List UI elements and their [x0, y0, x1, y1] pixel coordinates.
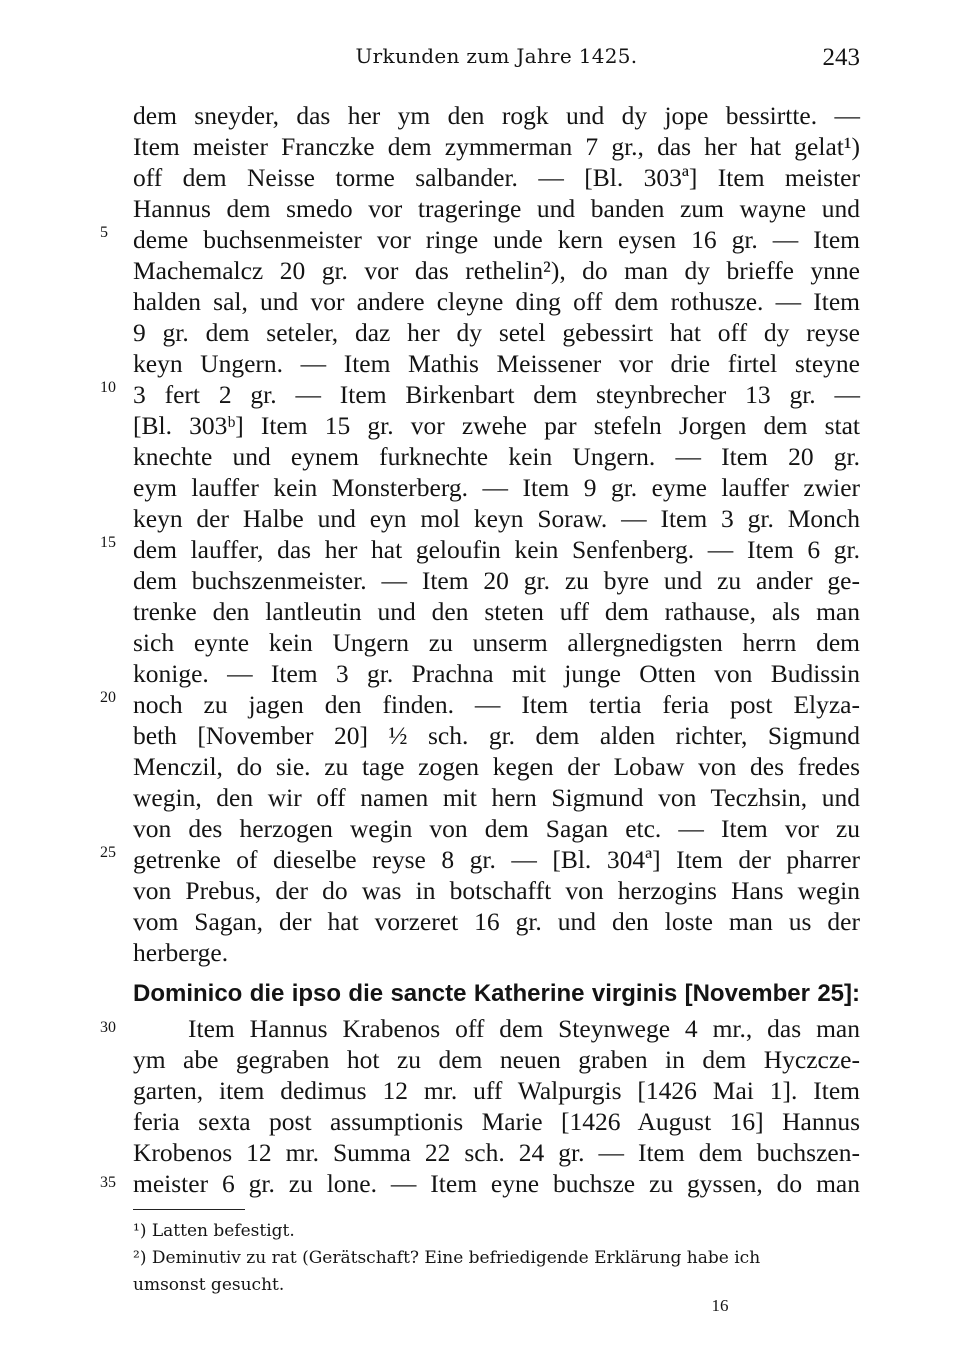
body-line: sich eynte kein Ungern zu unserm allergnedigsten herrn dem — [133, 628, 860, 657]
body-line: Hannus dem smedo vor trageringe und banden zum wayne und — [133, 194, 860, 223]
section-line: meister 6 gr. zu lone. — Item eyne buchsze zu gyssen, do man — [133, 1169, 860, 1198]
body-line: Menczil, do sie. zu tage zogen kegen der Lobaw von des fredes — [133, 752, 860, 781]
body-line: keyn Ungern. — Item Mathis Meissener vor drie firtel steyne — [133, 349, 860, 378]
body-text — [133, 100, 860, 968]
section-line: Krobenos 12 mr. Summa 22 sch. 24 gr. — Item dem buchszen- — [133, 1138, 860, 1167]
section-line: ym abe gegraben hot zu dem neuen graben in dem Hyczcze- — [133, 1045, 860, 1074]
body-line: von Prebus, der do was in botschafft von herzogins Hans wegin — [133, 876, 860, 905]
body-line: Machemalcz 20 gr. vor das rethelin²), do man dy brieffe ynne — [133, 256, 860, 285]
line-number: 15 — [100, 534, 116, 551]
body-line: beth [November 20] ½ sch. gr. dem alden richter, Sigmund — [133, 721, 860, 750]
body-line: off dem Neisse torme salbander. — [Bl. 303ª] Item meister — [133, 163, 860, 192]
body-line: wegin, den wir off namen mit hern Sigmund von Teczhsin, und — [133, 783, 860, 812]
page-number: 243 — [822, 44, 860, 71]
footnote-line: ²) Deminutiv zu rat (Gerätschaft? Eine befriedigende Erklärung habe ich — [133, 1248, 761, 1268]
body-line: knechte und eynem furknechte kein Ungern. — Item 20 gr. — [133, 442, 860, 471]
line-number: 5 — [100, 224, 108, 241]
footnote-rule — [133, 1209, 245, 1210]
running-head — [133, 40, 860, 80]
footnote-line: ¹) Latten befestigt. — [133, 1221, 295, 1241]
body-line: deme buchsenmeister vor ringe unde kern eysen 16 gr. — Item — [133, 225, 860, 254]
section-line: Item Hannus Krabenos off dem Steynwege 4 mr., das man — [188, 1014, 860, 1043]
body-line: eym lauffer kein Monsterberg. — Item 9 gr. eyme lauffer zwier — [133, 473, 860, 502]
body-line: dem sneyder, das her ym den rogk und dy jope bessirtte. — — [133, 101, 860, 130]
body-line: keyn der Halbe und eyn mol keyn Soraw. — Item 3 gr. Monch — [133, 504, 860, 533]
line-number: 25 — [100, 844, 116, 861]
body-line: vom Sagan, der hat vorzeret 16 gr. und den loste man us der — [133, 907, 860, 936]
body-line: getrenke of dieselbe reyse 8 gr. — [Bl. 304ª] Item der pharrer — [133, 845, 860, 874]
body-line: 9 gr. dem seteler, daz her dy setel gebessirt hat off dy reyse — [133, 318, 860, 347]
body-line: von des herzogen wegin von dem Sagan etc. — Item vor zu — [133, 814, 860, 843]
body-line: dem lauffer, das her hat geloufin kein Senfenberg. — Item 6 gr. — [133, 535, 860, 564]
section-text — [133, 1013, 860, 1199]
body-line: [Bl. 303ᵇ] Item 15 gr. vor zwehe par stefeln Jorgen dem stat — [133, 411, 860, 440]
footnotes — [133, 1218, 860, 1299]
body-line: dem buchszenmeister. — Item 20 gr. zu byre und zu ander ge- — [133, 566, 860, 595]
running-title: Urkunden zum Jahre 1425. — [355, 44, 638, 68]
footnote-line: umsonst gesucht. — [133, 1275, 285, 1295]
body-line: konige. — Item 3 gr. Prachna mit junge Otten von Budissin — [133, 659, 860, 688]
body-line: halden sal, und vor andere cleyne ding off dem rothusze. — Item — [133, 287, 860, 316]
line-number: 30 — [100, 1019, 116, 1036]
section-heading: Dominico die ipso die sancte Katherine virginis [November 25]: — [133, 980, 860, 1007]
section-line: feria sexta post assumptionis Marie [1426 August 16] Hannus — [133, 1107, 860, 1136]
body-line: noch zu jagen den finden. — Item tertia feria post Elyza- — [133, 690, 860, 719]
section-line: garten, item dedimus 12 mr. uff Walpurgis [1426 Mai 1]. Item — [133, 1076, 860, 1105]
line-number: 10 — [100, 379, 116, 396]
body-line: Item meister Franczke dem zymmerman 7 gr., das her hat gelat¹) — [133, 132, 860, 161]
line-number: 35 — [100, 1174, 116, 1191]
signature-mark: 16 — [711, 1296, 729, 1315]
body-line: herberge. — [133, 938, 229, 967]
body-line: 3 fert 2 gr. — Item Birkenbart dem steynbrecher 13 gr. — — [133, 380, 860, 409]
line-number: 20 — [100, 689, 116, 706]
body-line: trenke den lantleutin und den steten uff dem rathause, als man — [133, 597, 860, 626]
